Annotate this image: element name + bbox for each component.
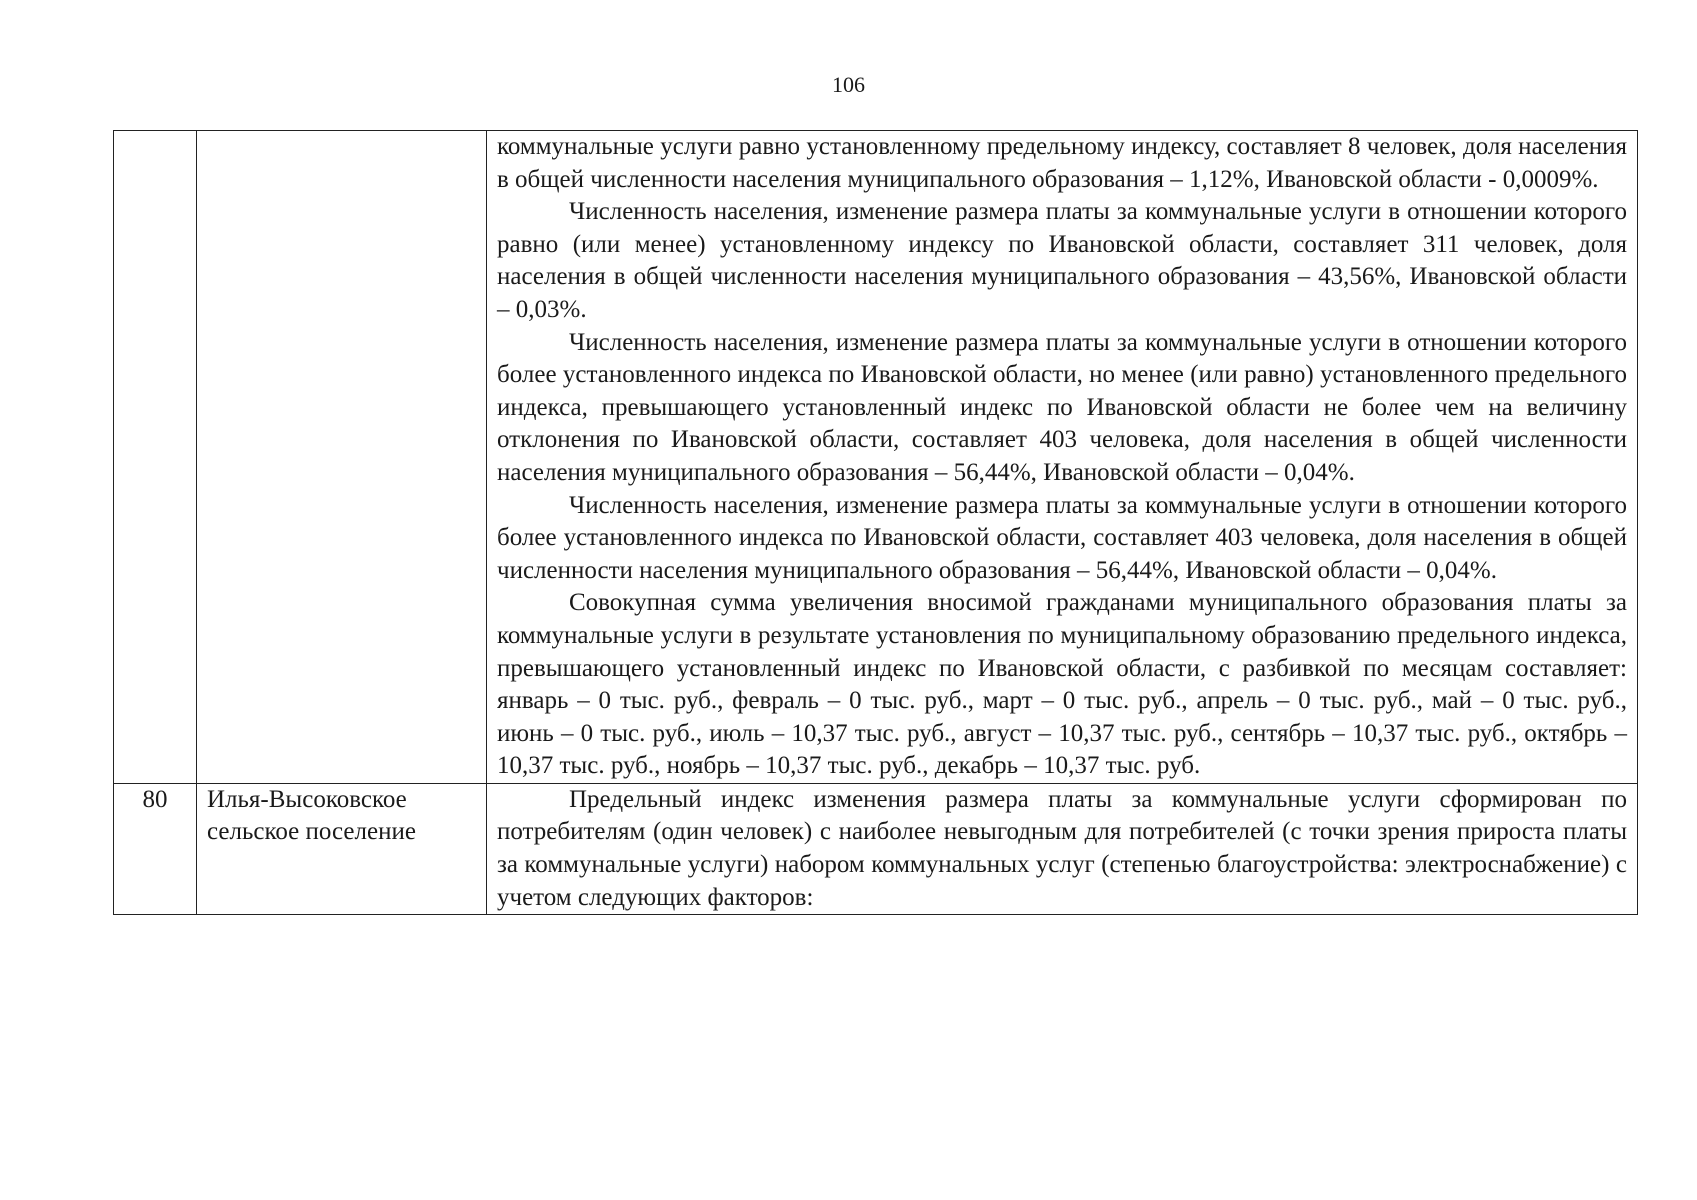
- municipality-name-cell: [197, 131, 487, 784]
- description-cell: [487, 131, 1638, 784]
- paragraph: Совокупная сумма увеличения вносимой гражданами муниципального образования платы за коммунальные услуги в результате установления по муниципальному образованию предельного индекса, превышающего установленный индекс по Ивановской области, с разбивкой по месяцам составляет: январь – 0 тыс. руб., февраль – 0 тыс. руб., март – 0 тыс. руб., апрель – 0 тыс. руб., май – 0 тыс. руб., июнь – 0 тыс. руб., июль – 10,37 тыс. руб., август – 10,37 тыс. руб., сентябрь – 10,37 тыс. руб., октябрь – 10,37 тыс. руб., ноябрь – 10,37 тыс. руб., декабрь – 10,37 тыс. руб.: [497, 589, 1627, 780]
- paragraph: Численность населения, изменение размера платы за коммунальные услуги в отношении которого равно (или менее) установленному индексу по Ивановской области, составляет 311 человек, доля населения в общей численности населения муниципального образования – 43,56%, Ивановской области – 0,03%.: [497, 198, 1627, 323]
- table-row: [114, 131, 1638, 784]
- description-cell: [487, 783, 1638, 914]
- paragraph: Предельный индекс изменения размера платы за коммунальные услуги сформирован по потребителям (один человек) с наиболее невыгодным для потребителей (с точки зрения прироста платы за коммунальные услуги) набором коммунальных услуг (степенью благоустройства: электроснабжение) с учетом следующих факторов:: [497, 785, 1627, 911]
- page-number: 106: [832, 72, 865, 97]
- paragraph: коммунальные услуги равно установленному предельному индексу, составляет 8 человек, доля населения в общей численности населения муниципального образования – 1,12%, Ивановской области - 0,0009%.: [497, 133, 1627, 193]
- municipality-name-cell: Илья-Высоковское сельское поселение: [197, 783, 487, 914]
- row-number-cell: [114, 131, 197, 784]
- paragraph: Численность населения, изменение размера платы за коммунальные услуги в отношении которого более установленного индекса по Ивановской области, но менее (или равно) установленного предельного индекса, превышающего установленный индекс по Ивановской области не более чем на величину отклонения по Ивановской области, составляет 403 человека, доля населения в общей численности населения муниципального образования – 56,44%, Ивановской области – 0,04%.: [497, 328, 1627, 486]
- table-row: [114, 783, 1638, 914]
- row-number-cell: 80: [114, 783, 197, 914]
- paragraph: Численность населения, изменение размера платы за коммунальные услуги в отношении которого более установленного индекса по Ивановской области, составляет 403 человека, доля населения в общей численности населения муниципального образования – 56,44%, Ивановской области – 0,04%.: [497, 491, 1627, 584]
- document-table: [113, 130, 1638, 915]
